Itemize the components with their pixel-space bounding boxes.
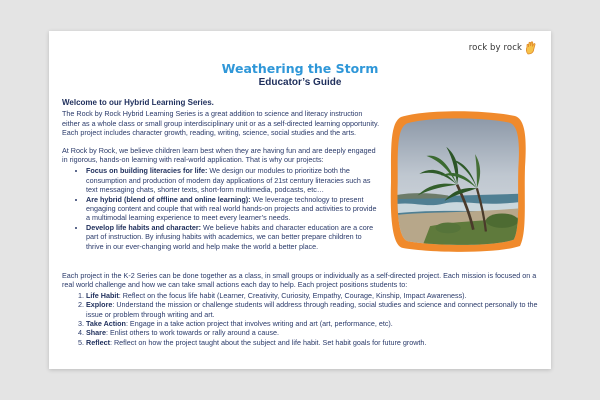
welcome-heading: Welcome to our Hybrid Learning Series. <box>62 98 214 107</box>
step-item <box>86 300 538 319</box>
project-bullets <box>62 166 380 251</box>
storm-photo <box>387 107 529 257</box>
step-text: : Reflect on how the project taught about the subject and life habit. Set habit goals for future growth. <box>109 337 427 347</box>
bullet-lead: Focus on building literacies for life: <box>86 166 208 176</box>
rock-hand-icon <box>525 41 537 55</box>
step-item <box>86 338 538 347</box>
intro-column <box>62 98 380 251</box>
step-lead: Take Action <box>86 319 126 329</box>
bullet-lead: Are hybrid (blend of offline and online learning): <box>86 194 251 204</box>
bullet-item <box>86 223 380 251</box>
storm-photo-image <box>387 107 529 257</box>
step-item <box>86 319 538 328</box>
project-steps <box>62 291 538 347</box>
step-item <box>86 291 538 300</box>
bullet-text: We leverage technology to present engaging content and couple that with real world hands-on projects and activities to provide a multimodal learning experience to meet every learner’s needs. <box>86 194 377 223</box>
bullet-item <box>86 166 380 194</box>
step-text: : Engage in a take action project that involves writing and art (art, performance, etc). <box>125 319 393 329</box>
belief-paragraph: At Rock by Rock, we believe children learn best when they are having fun and are deeply engaged in rigorous, hands-on learning with real-world application. That is why our projects: <box>62 145 376 165</box>
intro-paragraph: The Rock by Rock Hybrid Learning Series is a great addition to science and literacy instruction either as a whole class or small group interdisciplinary unit or as a self-directed learning opportunity. Each project includes character growth, reading, writing, science, social studies and the arts. <box>62 109 380 138</box>
step-text: : Reflect on the focus life habit (Learner, Creativity, Curiosity, Empathy, Courage, Kinship, Impact Awareness). <box>118 290 467 300</box>
bullet-lead: Develop life habits and character: <box>86 222 202 232</box>
guide-page <box>49 31 551 369</box>
step-item <box>86 328 538 337</box>
bullet-text: We design our modules to prioritize both the consumption and production of modern day applications of 21st century literacies such as text messaging chats, shorter texts, short-form multimedia, podcasts, etc… <box>86 166 371 195</box>
logo-text: rock by rock <box>468 43 522 53</box>
step-lead: Reflect <box>86 337 110 347</box>
page-subtitle: Educator’s Guide <box>258 77 342 88</box>
series-section <box>62 271 538 347</box>
page-title: Weathering the Storm <box>221 61 379 76</box>
brand-logo[interactable] <box>469 41 537 55</box>
series-paragraph: Each project in the K-2 Series can be done together as a class, in small groups or individually as a self-directed project. Each mission is focused on a real world challenge and how we can take small actions each day to help. Each project positions students to: <box>62 271 537 290</box>
bullet-item <box>86 195 380 223</box>
bullet-text: We believe habits and character education are a core part of instruction. By infusing habits with academics, we can better prepare children to thrive in our ever-changing world and help make the world a better place. <box>86 222 374 251</box>
step-lead: Explore <box>86 300 113 310</box>
step-lead: Life Habit <box>86 290 119 300</box>
step-lead: Share <box>86 328 106 338</box>
step-text: : Enlist others to work towards or rally around a cause. <box>105 328 279 338</box>
step-text: : Understand the mission or challenge students will address through reading, social studies and science and connect personally to the issue or problem through writing and art. <box>86 300 538 319</box>
